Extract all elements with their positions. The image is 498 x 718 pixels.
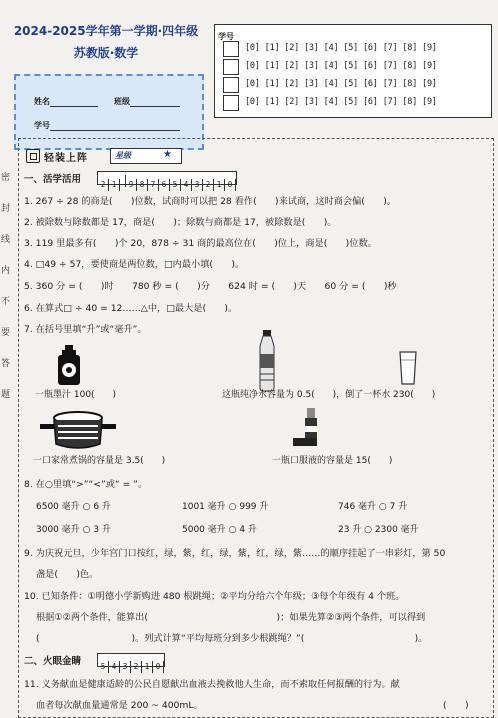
- score-cell[interactable]: 4: [109, 661, 120, 673]
- question-4: 4. □49 ÷ 57，要使商是两位数，□内最小填( )。: [24, 259, 245, 270]
- q8-compare-item[interactable]: 23 升 ○ 2300 毫升: [338, 525, 419, 535]
- title-line1: 2024-2025学年第一学期·四年级: [13, 24, 199, 38]
- question-11-answer-bracket[interactable]: ( ): [443, 700, 469, 711]
- score-cell[interactable]: 2: [203, 179, 214, 191]
- score-cell[interactable]: 2: [131, 661, 142, 673]
- side-char: 密: [1, 173, 11, 183]
- q8-compare-item[interactable]: 5000 毫升 ○ 4 升: [182, 525, 257, 535]
- name-label: 姓名: [34, 97, 50, 106]
- id-label: 学号: [34, 121, 50, 130]
- question-7: 7. 在括号里填“升”或“毫升”。: [24, 324, 147, 335]
- student-id-grid: [214, 24, 492, 118]
- score-cell[interactable]: 3: [120, 661, 131, 673]
- id-digit-box[interactable]: [223, 77, 239, 93]
- side-char: 不: [1, 297, 11, 307]
- part1-score-boxes[interactable]: [97, 171, 237, 189]
- id-digit-box[interactable]: [223, 59, 239, 75]
- score-cell[interactable]: 1: [214, 179, 225, 191]
- score-cell[interactable]: 2: [98, 179, 109, 191]
- question-11-line2: 血者每次献血量通常是 200 ~ 400mL。: [36, 700, 203, 711]
- question-10-line2: 根据①②两个条件，能算出( )；如果先算②③两个条件，可以得到: [36, 612, 426, 623]
- question-10-line3: ( )。列式计算“平均每班分到多少根跳绳？”( )。: [36, 633, 428, 644]
- score-cell[interactable]: 0: [153, 661, 164, 673]
- id-field[interactable]: [34, 120, 180, 131]
- question-10-line1: 10. 已知条件：①明德小学新购进 480 根跳绳；②平均分给六个年级；③每个年级有 4 个班。: [24, 591, 405, 602]
- q8-compare-item[interactable]: 1001 毫升 ○ 999 升: [182, 502, 269, 512]
- score-cell[interactable]: 8: [137, 179, 148, 191]
- score-cell[interactable]: 1: [109, 179, 120, 191]
- id-digit-options[interactable]: [0] [1] [2] [3] [4] [5] [6] [7] [8] [9]: [245, 79, 437, 89]
- q8-compare-item[interactable]: 6500 毫升 ○ 6 升: [36, 502, 111, 512]
- side-char: 要: [1, 328, 11, 338]
- part2-title: 二、火眼金睛: [24, 656, 82, 667]
- question-8: 8. 在○里填“>”“<”或“ = ”。: [24, 479, 148, 490]
- score-cell[interactable]: 6: [159, 179, 170, 191]
- id-digit-options[interactable]: [0] [1] [2] [3] [4] [5] [6] [7] [8] [9]: [245, 61, 437, 71]
- water-bottle-icon: [255, 330, 279, 392]
- oral-liquid-bottle-icon: [293, 408, 323, 448]
- binding-margin-text: [1, 170, 11, 418]
- part1-title: 一、活学活用: [24, 174, 82, 185]
- question-6: 6. 在算式□ ÷ 40 = 12……△中，□最大是( )。: [24, 303, 238, 314]
- id-digit-box[interactable]: [223, 41, 239, 57]
- star-icon: ★: [163, 149, 172, 160]
- part2-score-boxes[interactable]: [97, 653, 165, 671]
- title-line2: 苏教版·数学: [73, 46, 139, 60]
- side-char: 答: [1, 359, 11, 369]
- q7-pot-caption: 一口家常煮锅的容量是 3.5( ): [33, 456, 166, 466]
- section-title: 轻装上阵: [44, 153, 88, 164]
- question-2: 2. 被除数与除数都是 17，商是( )；除数与商都是 17，被除数是( )。: [24, 217, 337, 228]
- side-char: 内: [1, 266, 11, 276]
- id-digit-options[interactable]: [0] [1] [2] [3] [4] [5] [6] [7] [8] [9]: [245, 43, 437, 53]
- star-rating-label: 星级: [115, 151, 131, 160]
- score-cell[interactable]: 4: [181, 179, 192, 191]
- question-9-line2: 盏是( )色。: [36, 569, 99, 580]
- name-field[interactable]: [34, 96, 98, 107]
- score-cell[interactable]: 3: [192, 179, 203, 191]
- class-label: 班级: [114, 97, 130, 106]
- side-char: 封: [1, 204, 11, 214]
- id-digit-options[interactable]: [0] [1] [2] [3] [4] [5] [6] [7] [8] [9]: [245, 97, 437, 107]
- notebook-icon: [26, 149, 40, 163]
- q8-compare-item[interactable]: 3000 毫升 ○ 3 升: [36, 525, 111, 535]
- question-5: 5. 360 分 = ( )时 780 秒 = ( )分 624 时 = ( )天 60 分 = ( )秒: [24, 281, 397, 292]
- question-3: 3. 119 里最多有( )个 20，878 ÷ 31 商的最高位在( )位上，商是( )位数。: [24, 238, 377, 249]
- q8-compare-item[interactable]: 746 毫升 ○ 7 升: [338, 502, 408, 512]
- question-9-line1: 9. 为庆祝元旦，少年宫门口按红，绿，紫，红，绿，紫，红，绿，紫……的顺序挂起了一串彩灯，第 50: [24, 548, 446, 559]
- side-char: 线: [1, 235, 11, 245]
- q7-oral-liquid-caption: 一瓶口服液的容量是 15( ): [272, 456, 393, 466]
- ink-bottle-icon: [55, 345, 85, 387]
- id-grid-label: 学号: [218, 32, 234, 41]
- score-cell[interactable]: 7: [148, 179, 159, 191]
- question-1: 1. 267 ÷ 28 的商是( )位数，试商时可以把 28 看作( )来试商，这时商会偏( )。: [24, 196, 397, 207]
- score-cell[interactable]: 5: [98, 661, 109, 673]
- q7-water-caption: 这瓶纯净水容量为 0.5( )，倒了一杯水 230( ): [222, 390, 436, 400]
- side-char: 题: [1, 390, 11, 400]
- section-header: [26, 148, 176, 164]
- q7-ink-caption: 一瓶墨汁 100( ): [35, 390, 117, 400]
- water-glass-icon: [398, 350, 418, 386]
- score-cell[interactable]: 5: [170, 179, 181, 191]
- star-rating-box[interactable]: [110, 148, 182, 164]
- header-left: [8, 22, 204, 156]
- score-cell[interactable]: 1: [142, 661, 153, 673]
- question-11-line1: 11. 义务献血是健康适龄的公民自愿献出血液去挽救他人生命，而不索取任何报酬的行为。献: [24, 679, 400, 690]
- score-cell[interactable]: 9: [126, 179, 137, 191]
- cooking-pot-icon: [36, 410, 120, 452]
- id-digit-box[interactable]: [223, 95, 239, 111]
- class-field[interactable]: [114, 96, 180, 107]
- score-cell[interactable]: 0: [225, 179, 236, 191]
